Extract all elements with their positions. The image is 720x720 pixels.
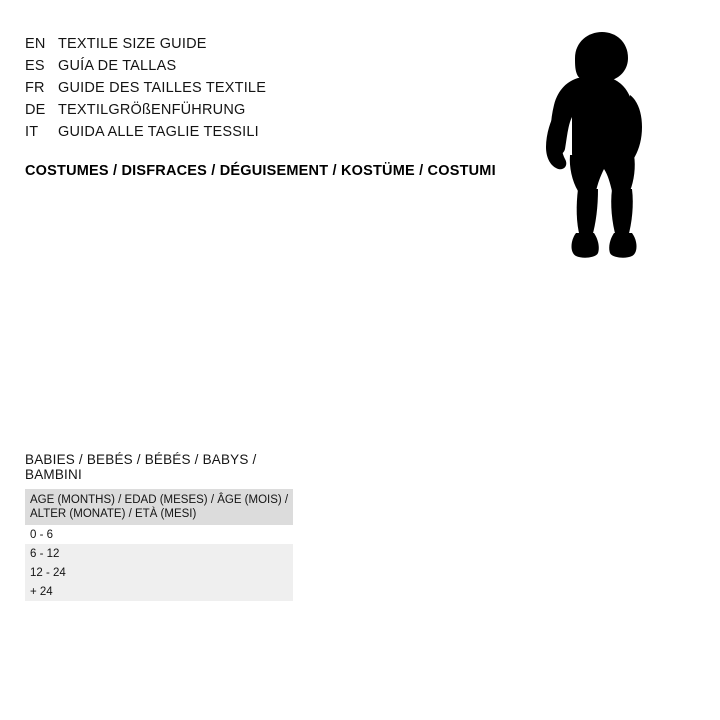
language-title: GUÍA DE TALLAS bbox=[58, 58, 177, 74]
table-row bbox=[25, 563, 293, 582]
list-item bbox=[25, 80, 485, 102]
age-column-header-line-1: AGE (MONTHS) / EDAD (MESES) / ÂGE (MOIS) / bbox=[30, 494, 289, 506]
table-header-row bbox=[25, 489, 293, 525]
language-title-list bbox=[25, 36, 485, 146]
age-range-value: 12 - 24 bbox=[25, 563, 293, 582]
language-title: TEXTILE SIZE GUIDE bbox=[58, 36, 207, 52]
age-range-value: + 24 bbox=[25, 582, 293, 601]
size-table bbox=[25, 489, 293, 601]
list-item bbox=[25, 102, 485, 124]
language-code: EN bbox=[25, 36, 46, 52]
category-heading: COSTUMES / DISFRACES / DÉGUISEMENT / KOSTÜME / COSTUMI bbox=[25, 163, 496, 179]
language-title: GUIDA ALLE TAGLIE TESSILI bbox=[58, 124, 259, 140]
toddler-silhouette-icon bbox=[520, 25, 660, 265]
age-column-header-line-2: ALTER (MONATE) / ETÀ (MESI) bbox=[30, 508, 197, 520]
list-item bbox=[25, 36, 485, 58]
size-table-section bbox=[25, 452, 295, 601]
table-row bbox=[25, 544, 293, 563]
age-range-value: 6 - 12 bbox=[25, 544, 293, 563]
list-item bbox=[25, 58, 485, 80]
language-code: ES bbox=[25, 58, 45, 74]
language-code: FR bbox=[25, 80, 45, 96]
table-row bbox=[25, 525, 293, 544]
language-title: TEXTILGRÖßENFÜHRUNG bbox=[58, 102, 246, 118]
language-title: GUIDE DES TAILLES TEXTILE bbox=[58, 80, 267, 96]
age-column-header bbox=[25, 489, 293, 525]
language-code: DE bbox=[25, 102, 46, 118]
list-item bbox=[25, 124, 485, 146]
table-row bbox=[25, 582, 293, 601]
age-range-value: 0 - 6 bbox=[25, 525, 293, 544]
size-table-title: BABIES / BEBÉS / BÉBÉS / BABYS / BAMBINI bbox=[25, 452, 257, 482]
language-code: IT bbox=[25, 124, 39, 140]
